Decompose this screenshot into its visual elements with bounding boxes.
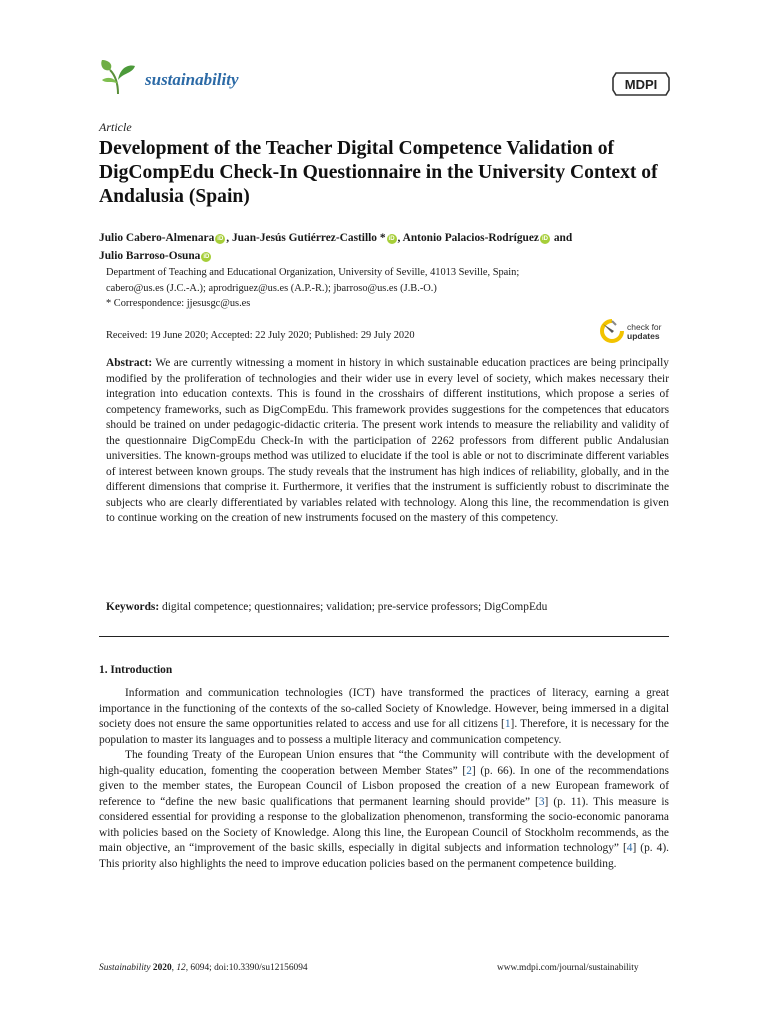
footer-journal: Sustainability [99,963,151,973]
affiliation-emails: cabero@us.es (J.C.-A.); aprodriguez@us.es (A.P.-R.); jbarroso@us.es (J.B.-O.) [106,282,437,294]
orcid-icon[interactable]: iD [542,236,548,242]
check-updates-icon [600,319,624,345]
citation-link[interactable]: 3 [538,795,545,808]
orcid-icon[interactable]: iD [203,254,210,260]
keywords [106,600,669,616]
footer-doi: , 6094; doi:10.3390/su12156094 [185,963,308,973]
orcid-icon[interactable]: iD [388,236,395,242]
affiliation-block [106,265,666,312]
author-name[interactable]: Julio Barroso-Osuna [99,250,201,262]
keywords-text: digital competence; questionnaires; validation; pre-service professors; DigCompEdu [162,601,548,613]
check-for-updates-badge[interactable] [600,319,672,345]
publication-dates: Received: 19 June 2020; Accepted: 22 July 2020; Published: 29 July 2020 [106,330,415,341]
paragraph-text: Information and communication technologies (ICT) have transformed the practices of literacy, earning a great importance in the functioning of the contexts of the so-called Society of Knowledge. However, being immersed in a digital society does not ensure the same opportunities related to access and use for all citizens [ [99,687,669,730]
section-heading: 1. Introduction [99,664,173,676]
paragraph [99,686,669,748]
citation-link[interactable]: 2 [466,764,472,777]
paper-title: Development of the Teacher Digital Competence Validation of DigCompEdu Check-In Questionnaire in the University Context of Andalusia (Spain) [99,138,658,207]
abstract-label: Abstract: [106,357,153,369]
introduction-body [99,686,669,872]
footer-citation: Sustainability 2020, 12, 6094; doi:10.3390/su12156094 [99,963,308,973]
abstract-text: We are currently witnessing a moment in history in which sustainable education practices are being principally modified by the proliferation of technologies and their wider use in every level of society, which makes necessary their integration into education contexts. This is found in the crosshairs of different institutions, which propose a series of competency frameworks, such as DigCompEdu. This framework provides suggestions for the competences that educators should be trained on under pedagogic-didactic criteria. The present work intends to measure the reliability and validity of the questionnaire DigCompEdu Check-In with the participation of 2262 professors from different public Andalusian universities. The known-groups method was utilized to elucidate if the tool is able or not to discriminate different variables of interest between known groups. The study reveals that the instrument has high indices of reliability, globally, and in the different dimensions that comprise it. Furthermore, it verifies that the instrument is sufficiently robust to discriminate the subjects who are clearly differentiated by variables related with technology. Along this line, the recommendation is given to continue working on the creation of new instruments focused on the mastery of this competency. [106,357,669,524]
paragraph-text: ] (p. 11). This measure is considered essential for providing a response to the globalization phenomenon, transforming the socio-economic panorama with policies based on the Society of Knowledge. Along this line, the European Council of Stockholm recommends, as the main objective, an “improvement of the basic skills, especially in digital subjects and information technology” [ [99,795,669,854]
citation-link[interactable]: 1 [504,718,511,730]
svg-text:MDPI: MDPI [624,77,658,92]
author-name[interactable]: Julio Cabero-Almenara [99,232,215,244]
author-name[interactable]: Antonio Palacios-Rodríguez [402,232,539,244]
section-divider [99,636,669,637]
article-type: Article [99,120,132,134]
author-list: Julio Cabero-Almenara iD , Juan-Jesús Gutiérrez-Castillo * iD , Antonio Palacios-Rodríguez iD and Julio Barroso-Osuna iD [99,232,573,262]
keywords-label: Keywords: [106,601,160,613]
affiliation-line: Department of Teaching and Educational Organization, University of Seville, 41013 Seville, Spain; [106,267,520,278]
check-updates-line1: check for [627,322,662,332]
paragraph-text: ] (p. 4). This priority also highlights the need to improve education policies based on the permanent competence building. [99,842,669,870]
abstract [106,356,669,527]
journal-leaf-logo [98,58,138,96]
author-name[interactable]: Juan-Jesús Gutiérrez-Castillo * [231,232,386,244]
footer-year: 2020 [152,963,172,973]
footer-volume: 12 [176,963,186,973]
citation-link[interactable]: 4 [626,842,633,854]
check-updates-line2: updates [627,331,660,341]
author-conjunction: and [553,232,573,244]
correspondence: * Correspondence: jjesusgc@us.es [106,298,251,309]
paragraph [99,748,669,872]
mdpi-logo [612,72,670,96]
paragraph-text: ]. Therefore, it is necessary for the population to master its languages and to possess a multiple literacy and communication competency. [99,718,669,746]
orcid-icon[interactable]: iD [217,236,224,242]
paragraph-text: The founding Treaty of the European Union ensures that “the Community will contribute with the development of high-quality education, fomenting the cooperation between Member States” [ [99,749,669,777]
paragraph-text: ] (p. 66). In one of the recommendations given to the member states, the European Council of Lisbon proposed the creation of a new European framework of reference to “define the new basic qualifications that permanent learning should provide” [ [99,764,669,808]
footer-url[interactable]: www.mdpi.com/journal/sustainability [497,963,639,973]
journal-name: sustainability [145,70,239,89]
